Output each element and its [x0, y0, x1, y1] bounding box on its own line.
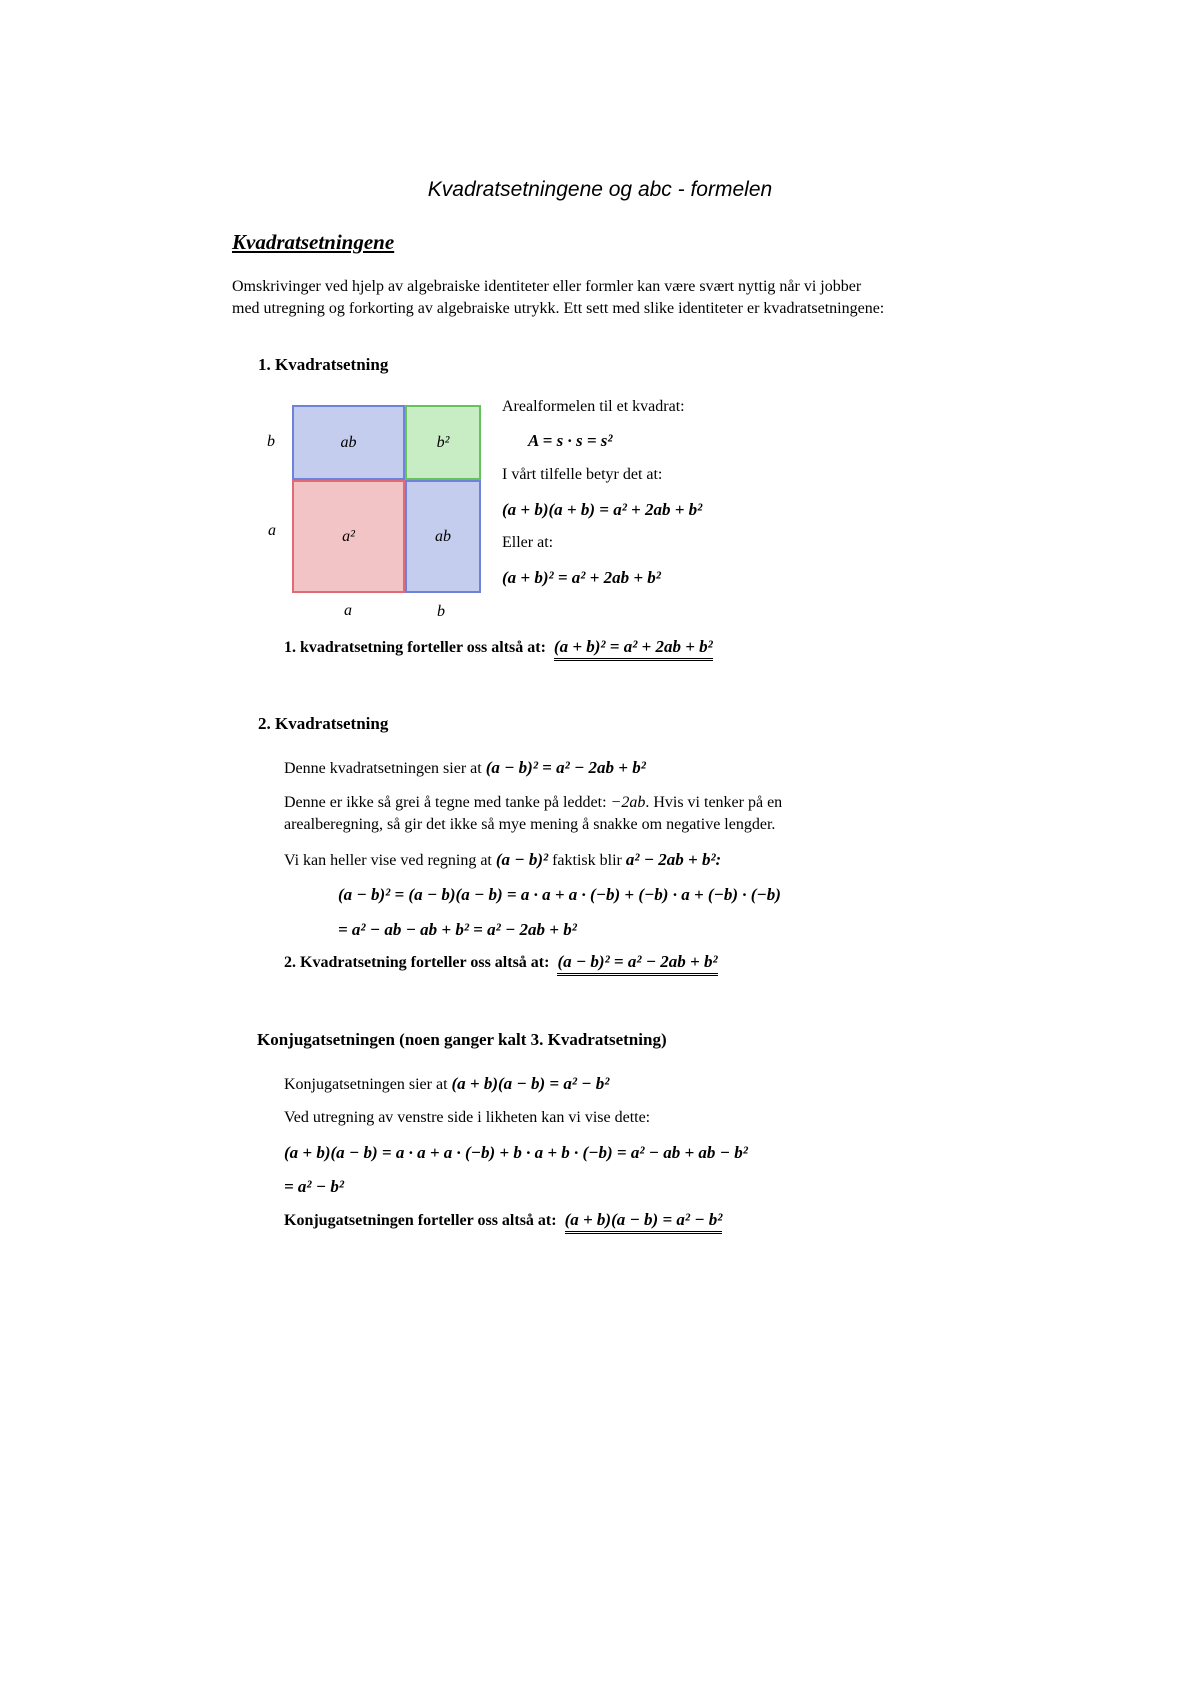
second-paragraph-part2: . Hvis vi tenker på en arealberegning, så gir det ikke så mye mening å snakke om negative lengder.: [284, 794, 783, 833]
regning-formula2: a² − 2ab + b²:: [625, 850, 722, 869]
third-conclusion: [284, 1210, 722, 1230]
bottom-label-b: b: [437, 603, 445, 620]
third-calc-2: = a² − b²: [284, 1177, 344, 1196]
second-calc-1: (a − b)² = (a − b)(a − b) = a · a + a · (−b) + (−b) · a + (−b) · (−b): [338, 885, 781, 904]
or-text: Eller at:: [502, 534, 554, 551]
second-conclusion-label: 2. Kvadratsetning forteller oss altså at:: [284, 954, 550, 971]
second-statement-formula: (a − b)² = a² − 2ab + b²: [485, 758, 646, 777]
second-paragraph-term: −2ab: [610, 794, 646, 811]
document-title: Kvadratsetningene og abc - formelen: [427, 178, 773, 201]
side-label-b: b: [267, 433, 275, 450]
square-formula: (a + b)² = a² + 2ab + b²: [502, 568, 661, 587]
regning-formula1: (a − b)²: [495, 850, 549, 869]
third-conclusion-label: Konjugatsetningen forteller oss altså at:: [284, 1212, 557, 1229]
cell-a-squared: a²: [292, 480, 405, 593]
second-conclusion-formula: (a − b)² = a² − 2ab + b²: [557, 952, 717, 976]
second-calc-2: = a² − ab − ab + b² = a² − 2ab + b²: [338, 920, 577, 939]
intro-paragraph: Omskrivinger ved hjelp av algebraiske identiteter eller formler kan være svært nyttig når vi jobber med utregning og forkorting av algebraiske utrykk. Ett sett med slike identiteter er kvadratsetningene:: [232, 278, 885, 317]
first-conclusion-formula: (a + b)² = a² + 2ab + b²: [554, 637, 713, 661]
second-paragraph-part1: Denne er ikke så grei å tegne med tanke på leddet:: [284, 794, 607, 811]
regning-prefix: Vi kan heller vise ved regning at: [284, 852, 492, 869]
third-statement-prefix: Konjugatsetningen sier at: [284, 1076, 448, 1093]
section-heading: Kvadratsetningene: [232, 230, 395, 254]
second-regning-line: [284, 850, 721, 870]
area-formula: A = s · s = s²: [528, 431, 613, 450]
product-formula: (a + b)(a + b) = a² + 2ab + b²: [502, 500, 703, 519]
side-label-a: a: [268, 522, 276, 539]
second-statement-prefix: Denne kvadratsetningen sier at: [284, 760, 482, 777]
regning-mid: faktisk blir: [552, 852, 622, 869]
cell-ab-top: ab: [292, 405, 405, 480]
second-conclusion: [284, 952, 718, 972]
third-statement-formula: (a + b)(a − b) = a² − b²: [451, 1074, 610, 1093]
third-statement: [284, 1074, 609, 1094]
second-statement: [284, 758, 646, 778]
first-conclusion: [284, 637, 713, 657]
first-theorem-heading: 1. Kvadratsetning: [258, 355, 389, 374]
first-conclusion-label: 1. kvadratsetning forteller oss altså at:: [284, 639, 546, 656]
second-theorem-heading: 2. Kvadratsetning: [258, 714, 389, 733]
third-line2: Ved utregning av venstre side i likheten kan vi vise dette:: [284, 1109, 651, 1126]
third-calc-1: (a + b)(a − b) = a · a + a · (−b) + b · a + b · (−b) = a² − ab + ab − b²: [284, 1143, 748, 1162]
bottom-label-a: a: [344, 602, 352, 619]
third-theorem-heading: Konjugatsetningen (noen ganger kalt 3. Kvadratsetning): [257, 1030, 667, 1049]
cell-ab-bottom: ab: [405, 480, 481, 593]
area-formula-intro: Arealformelen til et kvadrat:: [502, 398, 685, 415]
second-paragraph: [284, 792, 864, 836]
cell-b-squared: b²: [405, 405, 481, 480]
case-intro: I vårt tilfelle betyr det at:: [502, 466, 663, 483]
third-conclusion-formula: (a + b)(a − b) = a² − b²: [565, 1210, 723, 1234]
